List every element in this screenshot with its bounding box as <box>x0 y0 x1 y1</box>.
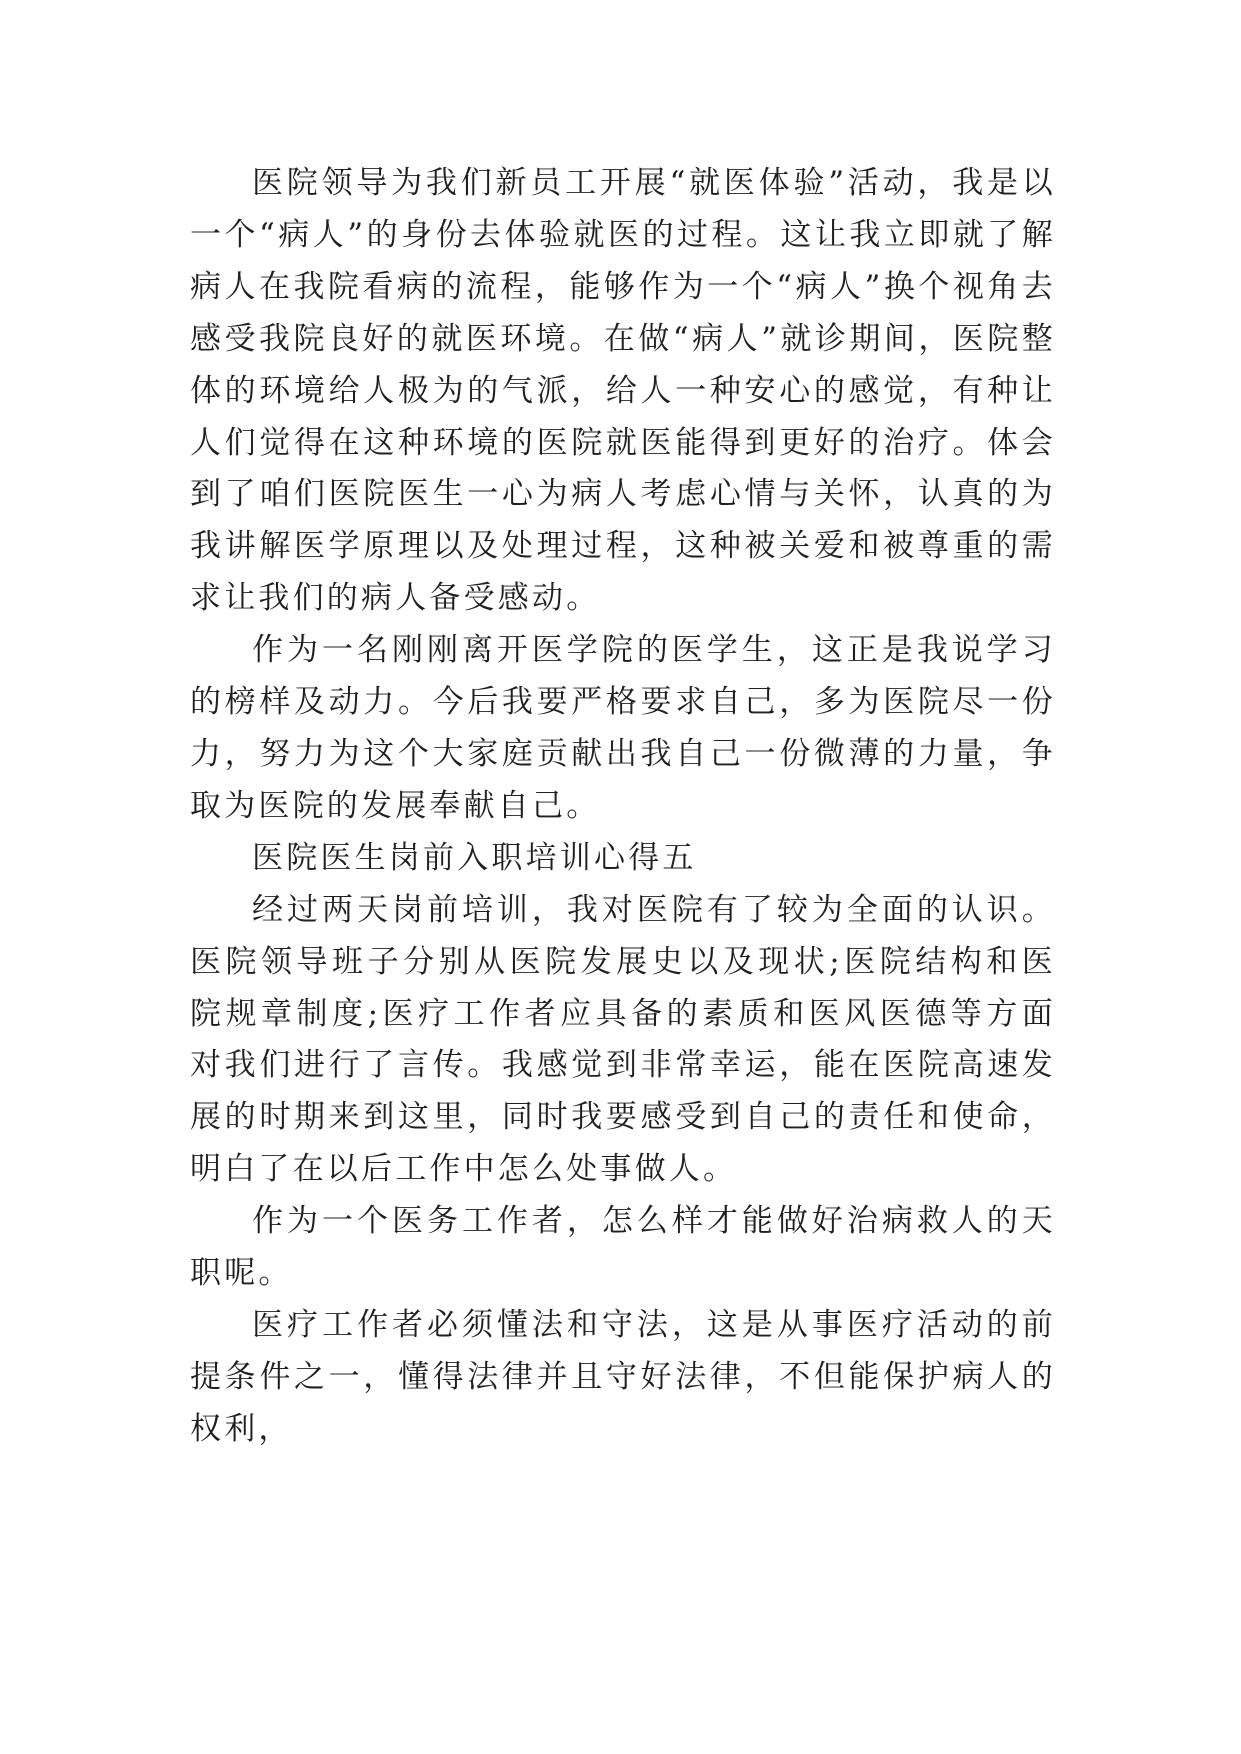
section-heading: 医院医生岗前入职培训心得五 <box>252 839 697 876</box>
document-body <box>190 158 1056 1456</box>
paragraph-motivation: 作为一名刚刚离开医学院的医学生，这正是我说学习的榜样及动力。今后我要严格要求自己，多为医院尽一份力，努力为这个大家庭贡献出我自己一份微薄的力量，争取为医院的发展奉献自己。 <box>190 632 1056 824</box>
paragraph-training-overview: 经过两天岗前培训，我对医院有了较为全面的认识。医院领导班子分别从医院发展史以及现状;医院结构和医院规章制度;医疗工作者应具备的素质和医风医德等方面对我们进行了言传。我感觉到非常幸运，能在医院高速发展的时期来到这里，同时我要感受到自己的责任和使命，明白了在以后工作中怎么处事做人。 <box>190 891 1056 1188</box>
paragraph-question: 作为一个医务工作者，怎么样才能做好治病救人的天职呢。 <box>190 1203 1056 1292</box>
paragraph-law-compliance: 医疗工作者必须懂法和守法，这是从事医疗活动的前提条件之一，懂得法律并且守好法律，不但能保护病人的权利， <box>190 1306 1056 1447</box>
paragraph-employee-experience: 医院领导为我们新员工开展“就医体验”活动，我是以一个“病人”的身份去体验就医的过程。这让我立即就了解病人在我院看病的流程，能够作为一个“病人”换个视角去感受我院良好的就医环境。在做“病人”就诊期间，医院整体的环境给人极为的气派，给人一种安心的感觉，有种让人们觉得在这种环境的医院就医能得到更好的治疗。体会到了咱们医院医生一心为病人考虑心情与关怀，认真的为我讲解医学原理以及处理过程，这种被关爱和被尊重的需求让我们的病人备受感动。 <box>190 165 1056 617</box>
